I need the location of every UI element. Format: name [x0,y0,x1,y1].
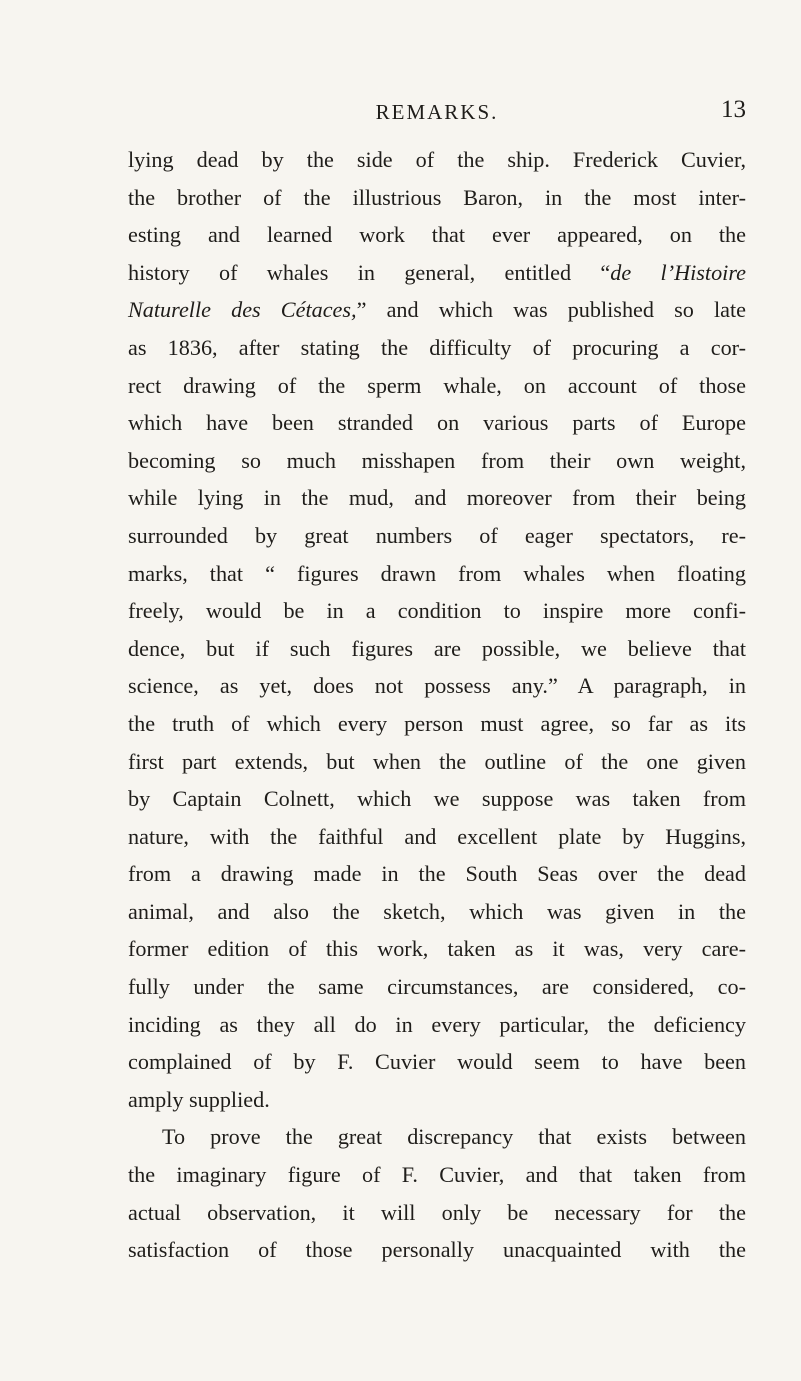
text-line: inciding as they all do in every particular, the deficiency [128,1011,746,1037]
text-line: freely, would be in a condition to inspire more confi- [128,598,746,624]
text-line: marks, that “ figures drawn from whales when floating [128,560,746,586]
text-line: from a drawing made in the South Seas over the dead [128,861,746,887]
running-head [128,92,746,128]
text-line: complained of by F. Cuvier would seem to have been [128,1049,746,1075]
text-line: Naturelle des Cétaces,” and which was published so late [128,297,746,323]
text-line: surrounded by great numbers of eager spectators, re- [128,522,746,548]
text-line: former edition of this work, taken as it was, very care- [128,936,746,962]
text-line: by Captain Colnett, which we suppose was taken from [128,786,746,812]
text-line: actual observation, it will only be necessary for the [128,1199,746,1225]
text-line: becoming so much misshapen from their own weight, [128,447,746,473]
text-line: science, as yet, does not possess any.” A paragraph, in [128,673,746,699]
text-line: lying dead by the side of the ship. Frederick Cuvier, [128,147,746,172]
text-line: while lying in the mud, and moreover from their being [128,485,746,511]
text-line: as 1836, after stating the difficulty of procuring a cor- [128,334,746,360]
body-text [128,141,746,1269]
text-line: amply supplied. [128,1086,270,1112]
italic-title: de l’Histoire [610,259,746,285]
text-line: the brother of the illustrious Baron, in the most inter- [128,184,746,210]
text-line: which have been stranded on various parts of Europe [128,410,746,436]
text-line: the truth of which every person must agree, so far as its [128,710,746,736]
running-title: REMARKS. [375,100,499,124]
page-number: 13 [721,96,746,123]
text-line: history of whales in general, entitled “de l’Histoire [128,259,746,285]
text-line: nature, with the faithful and excellent plate by Huggins, [128,823,746,849]
text-line: esting and learned work that ever appeared, on the [128,222,746,248]
text-line: fully under the same circumstances, are considered, co- [128,974,746,1000]
text-line: satisfaction of those personally unacquainted with the [128,1237,746,1263]
italic-title: Naturelle des Cétaces, [128,297,357,323]
text-line: To prove the great discrepancy that exists between [162,1124,746,1150]
text-line: rect drawing of the sperm whale, on account of those [128,372,746,398]
text-line: animal, and also the sketch, which was given in the [128,898,746,924]
text-line: first part extends, but when the outline of the one given [128,748,746,774]
text-line: the imaginary figure of F. Cuvier, and that taken from [128,1162,746,1188]
text-line: dence, but if such figures are possible, we believe that [128,635,746,661]
